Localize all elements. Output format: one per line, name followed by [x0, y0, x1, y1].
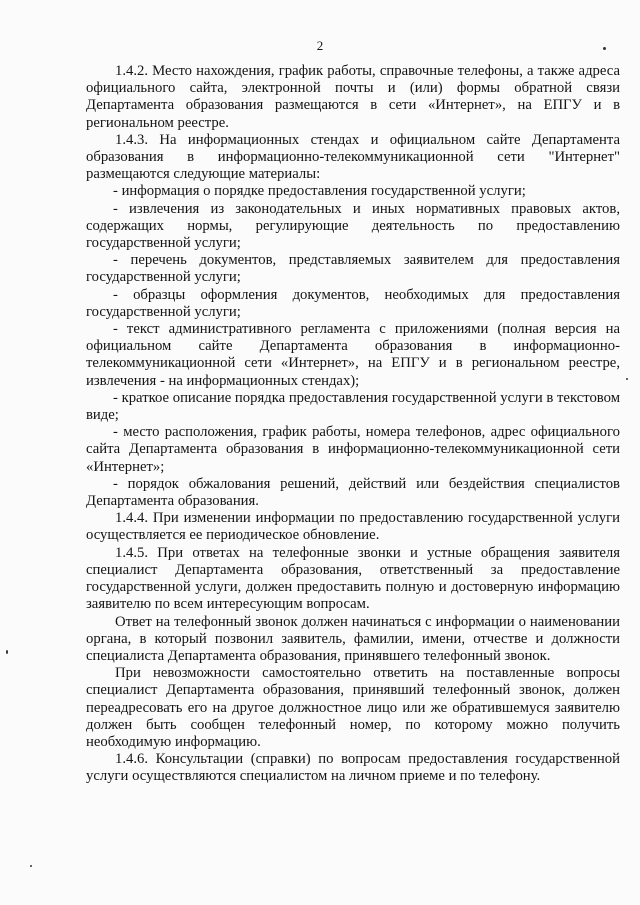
list-item-location-schedule: - место расположения, график работы, номера телефонов, адрес официального сайта Департамента образования в информационно-телекоммуникационной сети «Интернет»;: [86, 424, 620, 475]
list-item-short-description: - краткое описание порядка предоставления государственной услуги в текстовом виде;: [86, 389, 620, 424]
list-item-document-samples: - образцы оформления документов, необходимых для предоставления государственной услуги;: [86, 286, 620, 320]
list-item-legal-extracts: - извлечения из законодательных и иных нормативных правовых актов, содержащих нормы, регулирующие деятельность по предоставлению государственной услуги;: [86, 200, 620, 252]
paragraph-1-4-3: 1.4.3. На информационных стендах и официальном сайте Департамента образования в информационно-телекоммуникационной сети "Интернет" размещаются следующие материалы:: [86, 131, 620, 183]
scan-speck: [6, 650, 8, 654]
paragraph-1-4-5: 1.4.5. При ответах на телефонные звонки и устные обращения заявителя специалист Департамента образования, ответственный за предоставление государственной услуги, должен предоставить полную и достоверную информацию заявителю по всем интересующим вопросам.: [86, 544, 620, 613]
paragraph-1-4-6: 1.4.6. Консультации (справки) по вопросам предоставления государственной услуги осуществляются специалистом на личном приеме и по телефону.: [86, 751, 620, 785]
paragraph-1-4-4: 1.4.4. При изменении информации по предоставлению государственной услуги осуществляется ее периодическое обновление.: [86, 510, 620, 544]
list-item-documents-list: - перечень документов, представляемых заявителем для предоставления государственной услуги;: [86, 252, 620, 286]
scan-speck: [30, 865, 32, 867]
list-item-appeal-procedure: - порядок обжалования решений, действий или бездействия специалистов Департамента образования.: [86, 475, 620, 510]
paragraph-phone-answer: Ответ на телефонный звонок должен начинаться с информации о наименовании органа, в который позвонил заявитель, фамилии, имени, отчестве и должности специалиста Департамента образования, принявшего телефонный звонок.: [86, 613, 620, 664]
document-body: [86, 63, 620, 786]
list-item-procedure-info: - информация о порядке предоставления государственной услуги;: [113, 183, 526, 200]
page-number: 2: [316, 38, 324, 53]
paragraph-redirect: При невозможности самостоятельно ответить на поставленные вопросы специалист Департамента образования, принявший телефонный звонок, должен переадресовать его на другое должностное лицо или же обратившемуся заявителю должен быть сообщен телефонный номер, по которому можно получить необходимую информацию.: [86, 665, 620, 750]
list-item-regulation-text: - текст административного регламента с приложениями (полная версия на официальном сайте Департамента образования в информационно-телекоммуникационной сети «Интернет», на ЕПГУ и в региональном реестре, извлечения - на информационных стендах);: [86, 321, 620, 389]
scan-speck: [603, 47, 606, 50]
paragraph-1-4-2: 1.4.2. Место нахождения, график работы, справочные телефоны, а также адреса официального сайта, электронной почты и (или) формы обратной связи Департамента образования размещаются в сети «Интернет», на ЕПГУ и в региональном реестре.: [86, 63, 620, 131]
scan-speck: [626, 378, 628, 380]
